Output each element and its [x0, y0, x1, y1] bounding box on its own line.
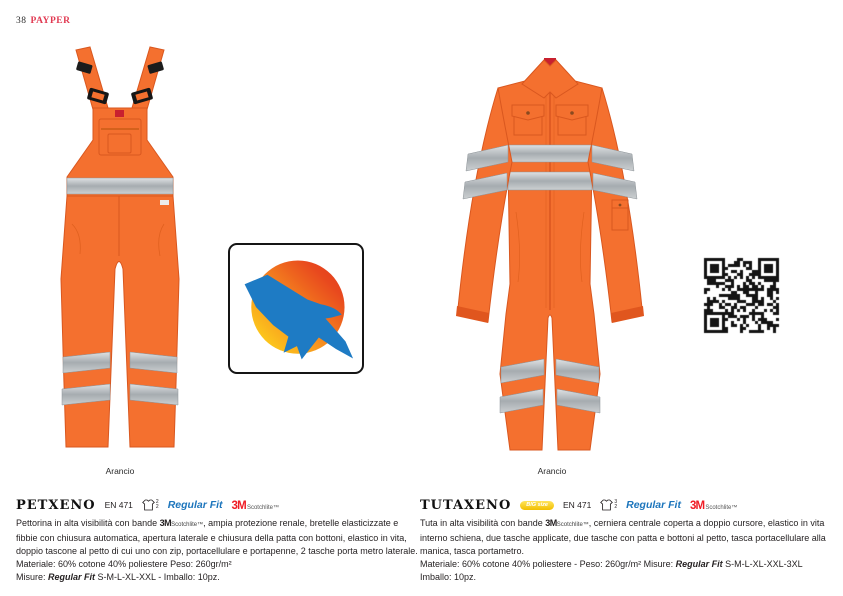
regular-fit-label: Regular Fit: [626, 499, 681, 511]
materials-line-tutaxeno: [420, 558, 834, 571]
product-info-tutaxeno: [420, 497, 834, 584]
scotchlite-brand: [232, 496, 279, 514]
bird-sun-icon: [237, 252, 355, 366]
class-top: 3: [614, 499, 618, 505]
en471-garment-pictogram: [142, 499, 159, 511]
desc-text: , cerniera centrale coperta a doppio cursore, elastico in vita interno schiena, due tasche applicate, due tasche con patta e bottoni al petto, tasca portacellulare alla manica, tasca portametro.: [420, 518, 826, 556]
class-bottom: 2: [155, 504, 159, 510]
title-row-tutaxeno: [420, 497, 834, 513]
page-number: 38: [16, 16, 27, 26]
desc-text: Tuta in alta visibilità con bande: [420, 518, 546, 528]
desc-text: , ampia protezione renale, bretelle elasticizzate e fibbie con chiusura automatica, apertura laterale e chiusura della patta con bottoni, elastico in vita, doppio tascone al petto di cui uno con zip, portacellulare e portapenne, 2 tasche porta metro laterale. Materiale: 60% cotone 40% poliestere Peso: 260gr/m²: [16, 518, 418, 569]
regular-fit-label: Regular Fit: [167, 499, 223, 511]
scotchlite-inline: Scotchlite™: [556, 522, 589, 528]
product-info-petxeno: [16, 497, 418, 584]
product-title-tutaxeno: TUTAXENO: [420, 497, 512, 513]
bib-overall-product-image: [52, 44, 188, 458]
materials-label: Materiale: 60% cotone 40% poliestere - Peso: 260gr/m² Misure:: [420, 559, 676, 569]
scotchlite-label: Scotchlite™: [246, 505, 279, 511]
3m-inline: 3M: [159, 518, 172, 528]
class-bottom: 2: [614, 504, 618, 510]
coverall-product-image: [452, 52, 648, 458]
brand-name: PAYPER: [30, 16, 71, 26]
scotchlite-brand: [690, 496, 737, 514]
packaging-value: Imballo: 10pz.: [420, 572, 477, 582]
en471-class-numbers: [614, 500, 617, 510]
payper-bird-sun-logo: [228, 243, 364, 374]
color-caption-left: Arancio: [105, 466, 135, 476]
en471-class-numbers: [156, 500, 159, 510]
page-header: [16, 16, 70, 26]
desc-text: Pettorina in alta visibilità con bande: [16, 518, 160, 528]
regular-fit-inline: Regular Fit: [48, 572, 96, 582]
en471-label: EN 471: [104, 500, 133, 510]
regular-fit-inline: Regular Fit: [675, 559, 723, 569]
3m-logo: 3M: [689, 500, 705, 512]
vest-icon: [142, 499, 155, 511]
sizes-value: S-M-L-XL-XXL - Imballo: 10pz.: [95, 572, 220, 582]
color-caption-right: Arancio: [537, 466, 567, 476]
en471-garment-pictogram: [600, 499, 617, 511]
3m-logo: 3M: [231, 500, 246, 512]
class-top: 2: [155, 499, 159, 505]
product-description-petxeno: [16, 517, 418, 571]
vest-icon: [600, 499, 613, 511]
big-size-badge: BIG size: [520, 501, 554, 510]
qr-code: [701, 255, 782, 336]
en471-label: EN 471: [562, 500, 592, 510]
packaging-line-tutaxeno: [420, 571, 834, 584]
sizes-value: S-M-L-XL-XXL-3XL: [722, 559, 803, 569]
sizes-label: Misure:: [16, 572, 49, 582]
scotchlite-inline: Scotchlite™: [171, 522, 204, 528]
scotchlite-label: Scotchlite™: [705, 505, 738, 511]
3m-inline: 3M: [545, 518, 557, 528]
product-title-petxeno: PETXENO: [16, 497, 96, 513]
sizes-line-petxeno: [16, 571, 418, 584]
title-row-petxeno: [16, 497, 418, 513]
product-description-tutaxeno: [420, 517, 834, 558]
